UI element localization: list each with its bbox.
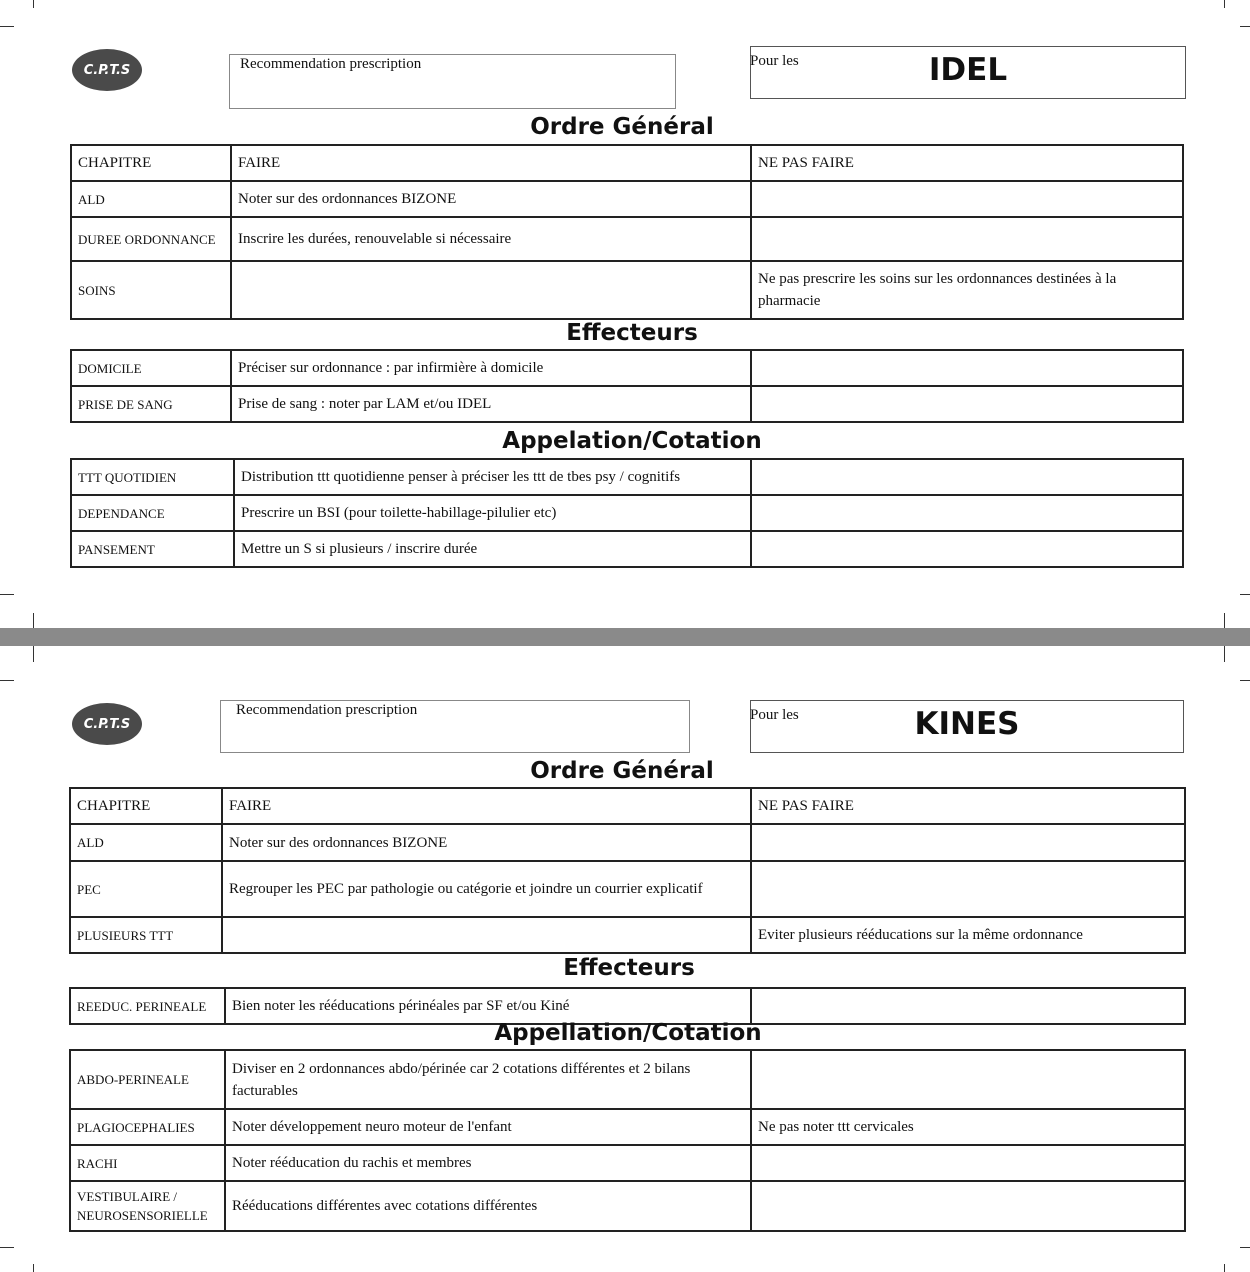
- section-title-ordre-general: Ordre Général: [530, 758, 714, 784]
- table-effecteurs: [70, 349, 1184, 423]
- cell-ne-pas-faire: Ne pas noter ttt cervicales: [751, 1109, 1185, 1145]
- header-chapitre: CHAPITRE: [70, 788, 222, 824]
- header-chapitre: CHAPITRE: [71, 145, 231, 181]
- pour-les-label: Pour les: [750, 53, 799, 69]
- cell-faire: Bien noter les rééducations périnéales par SF et/ou Kiné: [225, 988, 751, 1024]
- header-ne-pas-faire: NE PAS FAIRE: [751, 145, 1183, 181]
- cell-chapitre: PRISE DE SANG: [71, 386, 231, 422]
- table-header-row: [71, 145, 1183, 181]
- cell-faire: Inscrire les durées, renouvelable si nécessaire: [231, 217, 751, 261]
- table-header-row: [70, 788, 1185, 824]
- cell-faire: Noter rééducation du rachis et membres: [225, 1145, 751, 1181]
- cell-faire: Prescrire un BSI (pour toilette-habillage-pilulier etc): [234, 495, 751, 531]
- table-row: [70, 1109, 1185, 1145]
- cell-ne-pas-faire: [751, 495, 1183, 531]
- cell-faire: Diviser en 2 ordonnances abdo/périnée car 2 cotations différentes et 2 bilans facturables: [225, 1050, 751, 1109]
- cell-ne-pas-faire: [751, 386, 1183, 422]
- cell-faire: Rééducations différentes avec cotations différentes: [225, 1181, 751, 1231]
- table-ordre-general: [69, 787, 1186, 954]
- cell-ne-pas-faire: [751, 988, 1185, 1024]
- cell-faire: Noter sur des ordonnances BIZONE: [231, 181, 751, 217]
- cell-ne-pas-faire: [751, 459, 1183, 495]
- section-title-ordre-general: Ordre Général: [530, 114, 714, 140]
- cell-chapitre: PLAGIOCEPHALIES: [70, 1109, 225, 1145]
- cell-faire: Préciser sur ordonnance : par infirmière à domicile: [231, 350, 751, 386]
- cell-chapitre: ABDO-PERINEALE: [70, 1050, 225, 1109]
- crop-mark: [1224, 646, 1225, 662]
- crop-mark: [1240, 594, 1250, 595]
- table-row: [70, 1181, 1185, 1231]
- crop-mark: [1224, 0, 1225, 8]
- cell-ne-pas-faire: Ne pas prescrire les soins sur les ordonnances destinées à la pharmacie: [751, 261, 1183, 319]
- cell-ne-pas-faire: [751, 1181, 1185, 1231]
- cell-chapitre: PANSEMENT: [71, 531, 234, 567]
- cell-chapitre: ALD: [71, 181, 231, 217]
- table-row: [70, 988, 1185, 1024]
- table-row: [70, 1050, 1185, 1109]
- cell-ne-pas-faire: [751, 861, 1185, 917]
- crop-mark: [33, 1264, 34, 1272]
- table-row: [71, 386, 1183, 422]
- cell-ne-pas-faire: [751, 1145, 1185, 1181]
- cell-ne-pas-faire: [751, 181, 1183, 217]
- crop-mark: [33, 646, 34, 662]
- cell-ne-pas-faire: [751, 217, 1183, 261]
- crop-mark: [0, 1247, 14, 1248]
- cell-chapitre: PLUSIEURS TTT: [70, 917, 222, 953]
- cell-chapitre: SOINS: [71, 261, 231, 319]
- cell-faire: Noter sur des ordonnances BIZONE: [222, 824, 751, 861]
- crop-mark: [0, 594, 14, 595]
- target-box: [750, 46, 1186, 99]
- cell-chapitre: DUREE ORDONNANCE: [71, 217, 231, 261]
- table-row: [71, 531, 1183, 567]
- cell-faire: Distribution ttt quotidienne penser à préciser les ttt de tbes psy / cognitifs: [234, 459, 751, 495]
- cell-chapitre: ALD: [70, 824, 222, 861]
- table-ordre-general: [70, 144, 1184, 320]
- cell-faire: Prise de sang : noter par LAM et/ou IDEL: [231, 386, 751, 422]
- crop-mark: [1240, 680, 1250, 681]
- table-appellation-cotation: [69, 1049, 1186, 1232]
- header-ne-pas-faire: NE PAS FAIRE: [751, 788, 1185, 824]
- page-separator: [0, 628, 1250, 646]
- cell-chapitre: PEC: [70, 861, 222, 917]
- cpts-logo: C.P.T.S: [72, 49, 142, 91]
- crop-mark: [33, 0, 34, 8]
- sheet-idel: [0, 0, 1250, 628]
- table-row: [71, 459, 1183, 495]
- cell-chapitre: DOMICILE: [71, 350, 231, 386]
- cell-chapitre: TTT QUOTIDIEN: [71, 459, 234, 495]
- cell-ne-pas-faire: Eviter plusieurs rééducations sur la même ordonnance: [751, 917, 1185, 953]
- table-row: [71, 495, 1183, 531]
- table-row: [71, 261, 1183, 319]
- cell-ne-pas-faire: [751, 531, 1183, 567]
- target-profession: IDEL: [928, 52, 1008, 88]
- target-box: [750, 700, 1184, 753]
- target-profession: KINES: [914, 706, 1020, 742]
- cell-chapitre: REEDUC. PERINEALE: [70, 988, 225, 1024]
- crop-mark: [1240, 26, 1250, 27]
- cell-faire: Noter développement neuro moteur de l'enfant: [225, 1109, 751, 1145]
- cell-faire: [231, 261, 751, 319]
- table-appelation-cotation: [70, 458, 1184, 568]
- crop-mark: [1240, 1247, 1250, 1248]
- table-row: [70, 861, 1185, 917]
- recommendation-box: Recommendation prescription: [220, 700, 690, 753]
- table-row: [70, 917, 1185, 953]
- table-row: [70, 1145, 1185, 1181]
- table-row: [70, 824, 1185, 861]
- table-row: [71, 181, 1183, 217]
- section-title-appelation-cotation: Appelation/Cotation: [502, 428, 762, 454]
- cell-ne-pas-faire: [751, 1050, 1185, 1109]
- crop-mark: [0, 680, 14, 681]
- cell-chapitre: VESTIBULAIRE / NEUROSENSORIELLE: [70, 1181, 225, 1231]
- cell-faire: Regrouper les PEC par pathologie ou catégorie et joindre un courrier explicatif: [222, 861, 751, 917]
- crop-mark: [0, 26, 14, 27]
- header-faire: FAIRE: [231, 145, 751, 181]
- cell-chapitre: DEPENDANCE: [71, 495, 234, 531]
- cell-faire: [222, 917, 751, 953]
- header-faire: FAIRE: [222, 788, 751, 824]
- section-title-effecteurs: Effecteurs: [563, 955, 695, 981]
- section-title-effecteurs: Effecteurs: [566, 320, 698, 346]
- pour-les-label: Pour les: [750, 707, 799, 723]
- cell-ne-pas-faire: [751, 824, 1185, 861]
- crop-mark: [1224, 1264, 1225, 1272]
- section-title-appellation-cotation: Appellation/Cotation: [494, 1020, 762, 1046]
- crop-mark: [1224, 613, 1225, 628]
- table-row: [71, 217, 1183, 261]
- sheet-kines: [0, 646, 1250, 1272]
- crop-mark: [33, 613, 34, 628]
- table-row: [71, 350, 1183, 386]
- cell-faire: Mettre un S si plusieurs / inscrire durée: [234, 531, 751, 567]
- cell-ne-pas-faire: [751, 350, 1183, 386]
- cell-chapitre: RACHI: [70, 1145, 225, 1181]
- recommendation-box: Recommendation prescription: [229, 54, 676, 109]
- cpts-logo: C.P.T.S: [72, 703, 142, 745]
